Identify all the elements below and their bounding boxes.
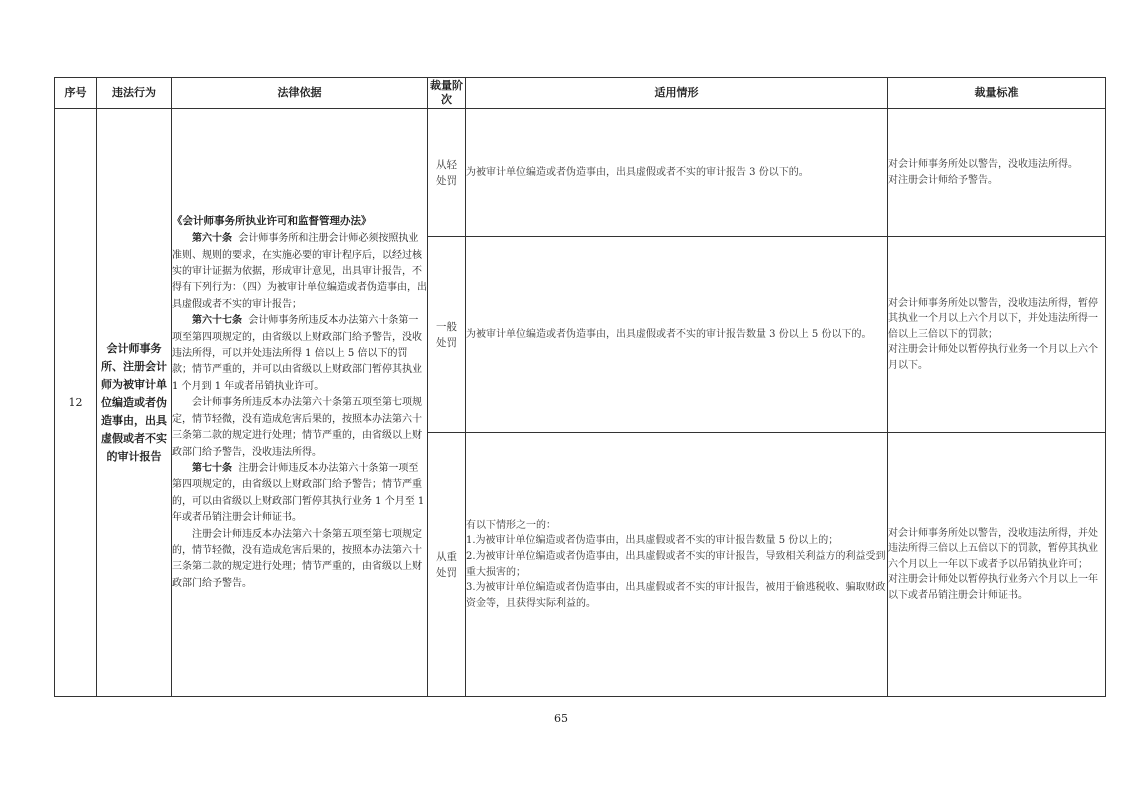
law-paragraph [172,231,427,313]
header-situation: 适用情形 [466,78,888,109]
violation-cell: 会计师事务所、注册会计师为被审计单位编造或者伪造事由，出具虚假或者不实的审计报告 [97,109,172,697]
article-number: 第六十七条 [192,315,242,327]
situation-line: 为被审计单位编造或者伪造事由，出具虚假或者不实的审计报告数量 3 份以上 5 份以下的。 [466,328,872,340]
level-normal: 一般处罚 [428,237,466,433]
article-text: 会计师事务所和注册会计师必须按照执业准则、规则的要求，在实施必要的审计程序后，以经过核实的审计证据为依据，形成审计意见，出具审计报告，不得有下列行为：（四）为被审计单位编造或者伪造事由，出具虚假或者不实的审计报告； [172,233,427,310]
header-level: 裁量阶次 [428,78,466,109]
standard-normal [888,237,1106,433]
level-light: 从轻处罚 [428,109,466,237]
situation-line: 1.为被审计单位编造或者伪造事由，出具虚假或者不实的审计报告数量 5 份以上的； [466,535,839,547]
situation-line: 3.为被审计单位编造或者伪造事由，出具虚假或者不实的审计报告，被用于偷逃税收、骗取财政资金等，且获得实际利益的。 [466,582,886,609]
standard-line: 对会计师事务所处以警告，没收违法所得，并处违法所得三倍以上五倍以下的罚款，暂停其执业六个月以上一年以下或者予以吊销执业许可； [888,527,1098,570]
legal-basis-cell [172,109,428,697]
standard-line: 对注册会计师给予警告。 [888,174,998,186]
law-paragraph: 会计师事务所违反本办法第六十条第五项至第七项规定，情节轻微，没有造成危害后果的，按照本办法第六十三条第二款的规定进行处理；情节严重的，由省级以上财政部门给予警告，没收违法所得。 [172,397,422,458]
article-number: 第六十条 [192,233,232,245]
law-paragraph [172,461,427,527]
standard-line: 对会计师事务所处以警告，没收违法所得。 [888,158,1078,170]
standard-line: 对注册会计师处以暂停执行业务六个月以上一年以下或者吊销注册会计师证书。 [888,574,1098,601]
situation-line: 为被审计单位编造或者伪造事由，出具虚假或者不实的审计报告 3 份以下的。 [466,166,809,178]
level-heavy: 从重处罚 [428,433,466,697]
article-text: 注册会计师违反本办法第六十条第一项至第四项规定的，由省级以上财政部门给予警告；情节严重的，可以由省级以上财政部门暂停其执行业务 1 个月至 1 年或者吊销注册会计师证书。 [172,462,425,524]
situation-heavy [466,433,888,697]
row-seq: 12 [55,109,97,697]
standard-light [888,109,1106,237]
penalty-table [54,77,1106,697]
header-law: 法律依据 [172,78,428,109]
law-title: 《会计师事务所执业许可和监督管理办法》 [172,214,372,227]
law-paragraph: 注册会计师违反本办法第六十条第五项至第七项规定的，情节轻微，没有造成危害后果的，按照本办法第六十三条第二款的规定进行处理；情节严重的，由省级以上财政部门给予警告。 [172,528,422,589]
header-act: 违法行为 [97,78,172,109]
table-header-row [55,78,1106,109]
situation-normal [466,237,888,433]
situation-line: 有以下情形之一的： [466,519,556,531]
table-row [55,109,1106,237]
standard-line: 对会计师事务所处以警告，没收违法所得，暂停其执业一个月以上六个月以下，并处违法所得一倍以上三倍以下的罚款； [888,297,1098,340]
situation-line: 2.为被审计单位编造或者伪造事由，出具虚假或者不实的审计报告，导致相关利益方的利益受到重大损害的； [466,550,886,578]
standard-heavy [888,433,1106,697]
header-seq: 序号 [55,78,97,109]
standard-line: 对注册会计师处以暂停执行业务一个月以上六个月以下。 [888,344,1098,371]
page-number: 65 [554,712,568,725]
header-standard: 裁量标准 [888,78,1106,109]
article-number: 第七十条 [192,462,232,474]
article-text: 会计师事务所违反本办法第六十条第一项至第四项规定的，由省级以上财政部门给予警告，没收违法所得，可以并处违法所得 1 倍以上 5 倍以下的罚款；情节严重的，并可以由省级以上财政部门暂停其执业 1 个月到 1 年或者吊销执业许可。 [172,315,422,392]
law-paragraph [172,313,427,395]
situation-light [466,109,888,237]
